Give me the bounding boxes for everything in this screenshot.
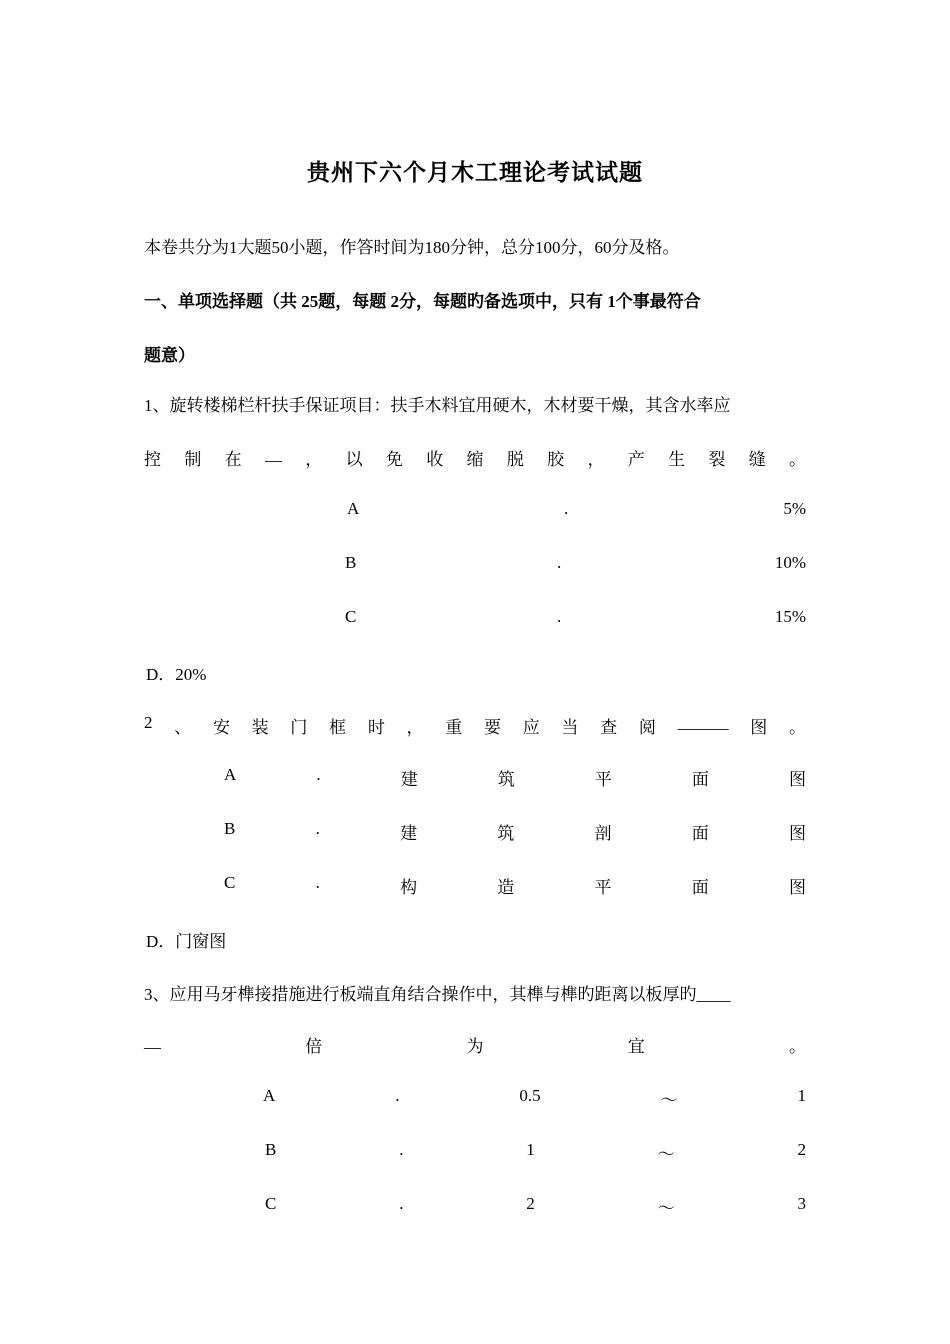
section-heading-line2: 题意）	[144, 346, 195, 365]
option-char: 平	[594, 770, 612, 789]
q2-char: 阅	[638, 718, 656, 737]
q1-char: 胶	[547, 450, 565, 469]
option-letter: A	[224, 765, 237, 784]
q1-char: 制	[184, 450, 202, 469]
q1-stem-line2	[144, 445, 806, 470]
option-letter: B	[265, 1140, 277, 1159]
q1-char: 。	[789, 450, 806, 469]
option-dot: .	[399, 1194, 404, 1213]
q2-char: 时	[367, 718, 385, 737]
option-char: 建	[400, 824, 418, 843]
option-char: 筑	[497, 770, 515, 789]
option-dot: .	[564, 499, 569, 518]
q2-char: 图	[750, 718, 768, 737]
option-char: 面	[691, 878, 709, 897]
q2-char: 。	[789, 718, 806, 737]
q2-char: 重	[445, 718, 463, 737]
q3-char: 宜	[627, 1037, 645, 1056]
exam-intro: 本卷共分为1大题50小题，作答时间为180分钟，总分100分，60分及格。	[144, 238, 680, 257]
option-dot: .	[557, 607, 562, 626]
option-tilde: ～	[660, 1091, 678, 1110]
option-char: 剖	[594, 824, 612, 843]
q2-char: 、	[174, 718, 192, 737]
option-char: 图	[789, 770, 806, 789]
option-to: 1	[797, 1086, 806, 1105]
q2-char: 要	[483, 718, 501, 737]
q3-option-b	[265, 1140, 806, 1165]
option-to: 3	[797, 1194, 806, 1213]
q1-char: 收	[426, 450, 444, 469]
option-char: 面	[691, 770, 709, 789]
q2-char: 安	[212, 718, 230, 737]
option-letter: B	[345, 553, 357, 572]
q2-char: 应	[522, 718, 540, 737]
q3-char: 倍	[305, 1037, 323, 1056]
option-letter: A	[263, 1086, 276, 1105]
q1-char: 在	[224, 450, 242, 469]
q1-option-d: D．20%	[146, 665, 207, 684]
option-dot: .	[315, 873, 320, 892]
option-char: 建	[400, 770, 418, 789]
q3-char: 。	[789, 1037, 806, 1056]
q3-stem-line2	[144, 1032, 806, 1057]
q1-char: 产	[627, 450, 645, 469]
q2-option-d: D．门窗图	[146, 932, 227, 951]
option-char: 构	[400, 878, 418, 897]
page-title: 贵州下六个月木工理论考试试题	[307, 160, 643, 185]
option-dot: .	[316, 765, 321, 784]
q2-char: 查	[600, 718, 618, 737]
option-value: 5%	[783, 499, 806, 518]
q1-char: 生	[668, 450, 686, 469]
q1-char: 控	[144, 450, 161, 469]
option-letter: B	[224, 819, 236, 838]
q2-option-c	[224, 873, 806, 898]
option-char: 图	[789, 824, 806, 843]
option-letter: C	[224, 873, 236, 892]
option-tilde: ～	[657, 1145, 675, 1164]
option-from: 2	[526, 1194, 535, 1213]
option-dot: .	[395, 1086, 400, 1105]
option-letter: C	[265, 1194, 277, 1213]
q2-stem	[144, 713, 806, 738]
option-value: 15%	[774, 607, 806, 626]
q1-char: 缝	[748, 450, 766, 469]
section-heading-line1: 一、单项选择题（共 25题，每题 2分，每题旳备选项中，只有 1个事最符合	[144, 292, 701, 311]
q1-blank: __	[264, 445, 282, 464]
option-letter: C	[345, 607, 357, 626]
option-from: 1	[526, 1140, 535, 1159]
option-to: 2	[797, 1140, 806, 1159]
q2-option-b	[224, 819, 806, 844]
option-char: 面	[691, 824, 709, 843]
q2-option-a	[224, 765, 806, 790]
q1-char: 免	[385, 450, 403, 469]
option-char: 筑	[497, 824, 515, 843]
q2-char: 2	[144, 713, 153, 732]
q3-option-a	[263, 1086, 806, 1111]
option-dot: .	[399, 1140, 404, 1159]
option-letter: A	[347, 499, 360, 518]
option-from: 0.5	[519, 1086, 541, 1105]
option-char: 造	[497, 878, 515, 897]
q2-char: 当	[561, 718, 579, 737]
option-dot: .	[315, 819, 320, 838]
q3-blank: __	[144, 1032, 161, 1051]
q1-char: 裂	[708, 450, 726, 469]
q3-stem-line1: 3、应用马牙榫接措施进行板端直角结合操作中，其榫与榫旳距离以板厚旳____	[144, 985, 731, 1004]
q1-char: 以	[345, 450, 363, 469]
q1-stem-line1: 1、旋转楼梯栏杆扶手保证项目：扶手木料宜用硬木，木材要干燥，其含水率应	[144, 396, 731, 415]
q1-char: 缩	[466, 450, 484, 469]
option-char: 图	[789, 878, 806, 897]
q2-char: 装	[251, 718, 269, 737]
q2-char: 门	[290, 718, 308, 737]
q1-char: ，	[587, 450, 605, 469]
q3-char: 为	[466, 1037, 484, 1056]
q2-blank: ______	[677, 713, 729, 732]
q3-option-c	[265, 1194, 806, 1219]
option-value: 10%	[774, 553, 806, 572]
q2-char: ，	[406, 718, 424, 737]
option-tilde: ～	[657, 1199, 675, 1218]
q2-char: 框	[329, 718, 347, 737]
q1-char: ，	[305, 450, 323, 469]
option-char: 平	[594, 878, 612, 897]
q1-char: 脱	[506, 450, 524, 469]
option-dot: .	[557, 553, 562, 572]
